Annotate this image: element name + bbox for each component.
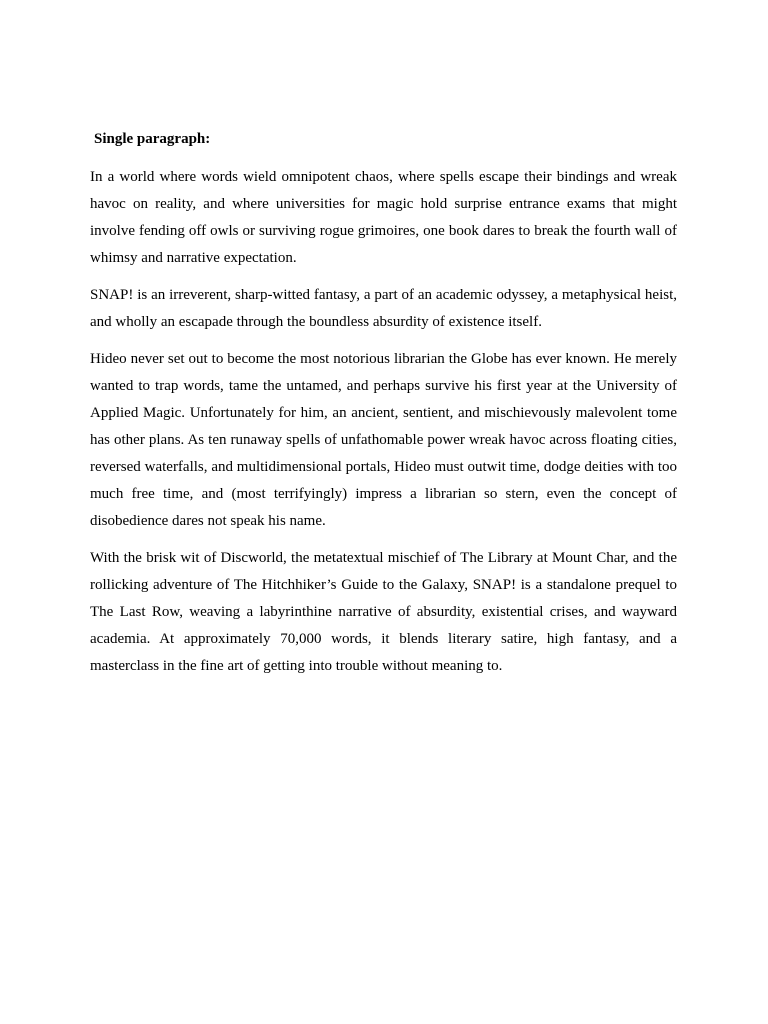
section-heading: Single paragraph: [94,131,211,147]
paragraph-synopsis: Hideo never set out to become the most notorious librarian the Globe has ever known. He merely wanted to trap words, tame the untamed, and perhaps survive his first year at the University of Applied Magic. Unfortunately for him, an ancient, sentient, and mischievously malevolent tome has other plans. As ten runaway spells of unfathomable power wreak havoc across floating cities, reversed waterfalls, and multidimensional portals, Hideo must outwit time, dodge deities with too much free time, and (most terrifyingly) impress a librarian so stern, even the concept of disobedience dares not speak his name. [90,351,677,529]
paragraph-comparables: With the brisk wit of Discworld, the metatextual mischief of The Library at Mount Char, and the rollicking adventure of The Hitchhiker’s Guide to the Galaxy, SNAP! is a standalone prequel to The Last Row, weaving a labyrinthine narrative of absurdity, existential crises, and wayward academia. At approximately 70,000 words, it blends literary satire, high fantasy, and a masterclass in the fine art of getting into trouble without meaning to. [90,550,677,674]
document-body [90,127,677,690]
paragraph-pitch: SNAP! is an irreverent, sharp-witted fantasy, a part of an academic odyssey, a metaphysical heist, and wholly an escapade through the boundless absurdity of existence itself. [90,287,677,330]
paragraph-intro: In a world where words wield omnipotent chaos, where spells escape their bindings and wreak havoc on reality, and where universities for magic hold surprise entrance exams that might involve fending off owls or surviving rogue grimoires, one book dares to break the fourth wall of whimsy and narrative expectation. [90,169,677,266]
